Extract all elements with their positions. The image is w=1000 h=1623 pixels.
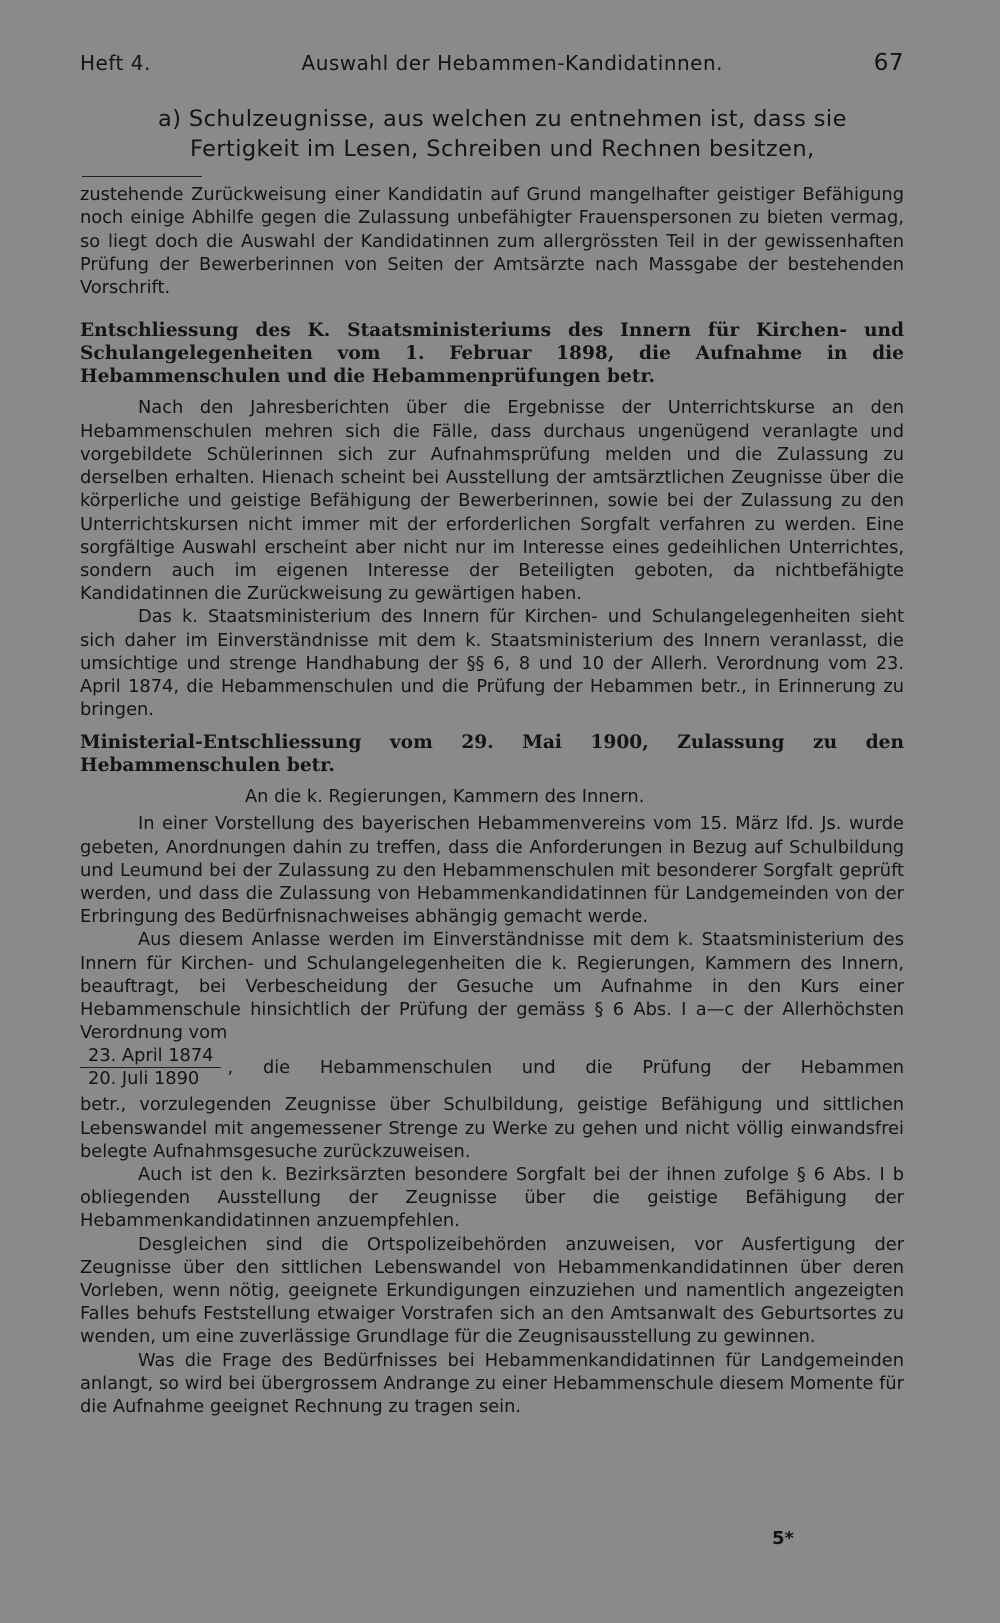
paragraph: In einer Vorstellung des bayerischen Hebammenvereins vom 15. März lfd. Js. wurde gebeten, Anordnungen dahin zu treffen, dass die Anforderungen in Bezug auf Schulbildung und Leumund bei der Zulassung zu den Hebammenschulen mit besonderer Sorgfalt geprüft werden, und dass die Zulassung von Hebammenkandidatinnen für Landgemeinden von der Erbringung des Bedürfnisnachweises abhängig gemacht werde. (80, 813, 904, 928)
fraction-line-text: , die Hebammenschulen und die Prüfung der Hebammen (227, 1057, 904, 1079)
fraction-denominator: 20. Juli 1890 (88, 1068, 200, 1090)
paragraph: Aus diesem Anlasse werden im Einverständnisse mit dem k. Staatsministerium des Innern für Kirchen- und Schulangelegenheiten die k. Regierungen, Kammern des Innern, beauftragt, bei Verbescheidung der Gesuche um Aufnahme in den Kurs einer Hebammenschule hinsichtlich der Prüfung der gemäss § 6 Abs. I a—c der Allerhöchsten Verordnung vom (80, 929, 904, 1044)
paragraph: Das k. Staatsministerium des Innern für Kirchen- und Schulangelegenheiten sieht sich daher im Einverständnisse mit dem k. Staatsministerium des Innern veranlasst, die umsichtige und strenge Handhabung der §§ 6, 8 und 10 der Allerh. Verordnung vom 23. April 1874, die Hebammenschulen und die Prüfung der Hebammen betr., in Erinnerung zu bringen. (80, 606, 904, 721)
section-heading-1900: Ministerial-Entschliessung vom 29. Mai 1900, Zulassung zu den Hebammenschulen betr. (80, 732, 904, 777)
date-fraction (80, 1046, 221, 1089)
section-heading-1898: Entschliessung des K. Staatsministeriums des Innern für Kirchen- und Schulangelegenheiten vom 1. Februar 1898, die Aufnahme in die Hebammenschulen und die Hebammenprüfungen betr. (80, 320, 904, 388)
footnote-rule (82, 176, 202, 177)
paragraph: Auch ist den k. Bezirksärzten besondere Sorgfalt bei der ihnen zufolge § 6 Abs. I b obliegenden Ausstellung der Zeugnisse über die geistige Befähigung der Hebammenkandidatinnen anzuempfehlen. (80, 1163, 904, 1232)
list-item-a: a) Schulzeugnisse, aus welchen zu entnehmen ist, dass sie Fertigkeit im Lesen, Schreiben und Rechnen besitzen, (158, 106, 847, 162)
date-fraction-line (80, 1046, 904, 1089)
paragraph: Was die Frage des Bedürfnisses bei Hebammenkandidatinnen für Landgemeinden anlangt, so wird bei übergrossem Andrange zu einer Hebammenschule diesem Momente für die Aufnahme geeignet Rechnung zu tragen sein. (80, 1349, 904, 1417)
issue-label: Heft 4. (80, 51, 151, 75)
addressee: An die k. Regierungen, Kammern des Innern. (245, 786, 645, 808)
page-number: 67 (873, 50, 904, 76)
running-head (80, 50, 904, 76)
paragraph: Nach den Jahresberichten über die Ergebnisse der Unterrichtskurse an den Hebammenschulen mehren sich die Fälle, dass durchaus ungenügend veranlagte und vorgebildete Schülerinnen sich zur Aufnahmsprüfung melden und die Zulassung zu derselben erhalten. Hienach scheint bei Ausstellung der amtsärztlichen Zeugnisse über die körperliche und geistige Befähigung der Bewerberinnen, sowie bei der Zulassung zu den Unterrichtskursen nicht immer mit der erforderlichen Sorgfalt verfahren zu werden. Eine sorgfältige Auswahl erscheint aber nicht nur im Interesse eines gedeihlichen Unterrichtes, sondern auch im eigenen Interesse der Beteiligten geboten, da nichtbefähigte Kandidatinnen die Zurückweisung zu gewärtigen haben. (80, 397, 904, 605)
fraction-numerator: 23. April 1874 (80, 1046, 221, 1068)
running-title: Auswahl der Hebammen-Kandidatinnen. (301, 51, 724, 75)
footnote-text: zustehende Zurückweisung einer Kandidatin auf Grund mangelhafter geistiger Befähigung noch einige Abhilfe gegen die Zulassung unbefähigter Frauenspersonen zu bieten vermag, so liegt doch die Auswahl der Kandidatinnen zum allergrössten Teil in der gewissenhaften Prüfung der Bewerberinnen von Seiten der Amtsärzte nach Massgabe der bestehenden Vorschrift. (80, 184, 904, 299)
signature-mark: 5* (772, 1528, 794, 1549)
paragraph: Desgleichen sind die Ortspolizeibehörden anzuweisen, vor Ausfertigung der Zeugnisse über den sittlichen Lebenswandel von Hebammenkandidatinnen über deren Vorleben, wenn nötig, geeignete Erkundigungen einzuziehen und namentlich angezeigten Falles behufs Feststellung etwaiger Vorstrafen sich an den Amtsanwalt des Geburtsortes zu wenden, um eine zuverlässige Grundlage für die Zeugnisausstellung zu gewinnen. (80, 1233, 904, 1348)
paragraph-continuation: betr., vorzulegenden Zeugnisse über Schulbildung, geistige Befähigung und sittlichen Lebenswandel mit angemessener Strenge zu Werke zu gehen und nicht völlig einwandsfrei belegte Aufnahmsgesuche zurückzuweisen. (80, 1094, 904, 1162)
